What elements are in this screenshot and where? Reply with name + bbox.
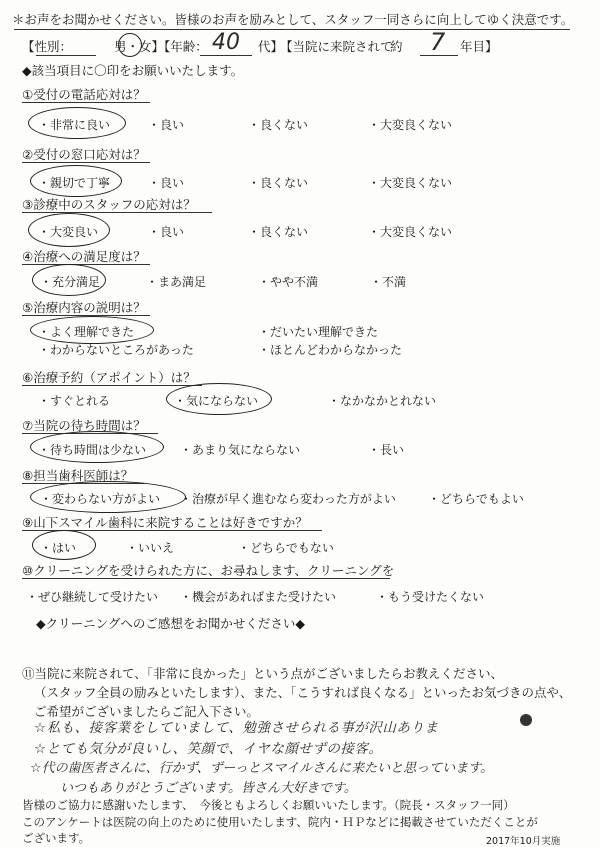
q7-option-1[interactable]: ・待ち時間は少ない [38, 443, 147, 457]
question-9-title: ⑨山下スマイル歯科に来院することは好きですか？ [22, 515, 308, 530]
q4-option-2[interactable]: ・まあ満足 [146, 275, 207, 289]
q2-option-1[interactable]: ・親切で丁寧 [38, 176, 111, 190]
q4-option-4[interactable]: ・不満 [370, 275, 407, 289]
q1-selected-circle [28, 107, 126, 139]
intro-underline [14, 29, 570, 30]
gender-label: 【性別： [22, 39, 73, 54]
q2-option-4[interactable]: ・大変良くない [368, 176, 453, 190]
q11-line-2: （スタッフ全員の励みといたします）、また、「こうすれば良くなる」といったお気づきの点や、 [34, 685, 572, 700]
age-label: 【年齢： [164, 39, 208, 54]
q8-option-1[interactable]: ・変わらない方がよい [40, 492, 161, 506]
age-unit: 代】 [258, 39, 284, 54]
q11-line-3: ご希望がございましたらご記入下さい。 [34, 704, 260, 719]
footer-note-2: ございます。 [22, 831, 91, 845]
question-6-title: ⑥治療予約（アポイント）は？ [22, 370, 196, 385]
question-5-title: ⑤治療内容の説明は？ [22, 300, 146, 315]
question-4-title: ④治療への満足度は？ [22, 249, 146, 264]
q2-underline [22, 162, 150, 163]
gender-underline [36, 55, 96, 56]
visit-value[interactable]: 7 [430, 28, 446, 56]
question-1-title: ①受付の電話応対は？ [22, 87, 146, 102]
q1-option-1[interactable]: ・非常に良い [38, 118, 111, 132]
q5-option-3[interactable]: ・わからないところがあった [38, 343, 194, 357]
q3-option-2[interactable]: ・良い [148, 225, 185, 239]
q6-selected-circle [166, 383, 272, 415]
q6-underline [22, 385, 202, 386]
q1-option-2[interactable]: ・良い [148, 118, 185, 132]
q6-option-3[interactable]: ・なかなかとれない [328, 394, 437, 408]
visit-approx: 約 [390, 39, 403, 54]
q5-selected-circle [30, 316, 154, 344]
q2-option-3[interactable]: ・良くない [248, 176, 309, 190]
q3-option-3[interactable]: ・良くない [248, 225, 309, 239]
q2-selected-circle [30, 165, 122, 197]
cleaning-comment-heading: ◆クリーニングへのご感想をお聞かせください◆ [36, 616, 305, 631]
q4-option-3[interactable]: ・やや不満 [258, 275, 319, 289]
q9-selected-circle [32, 530, 96, 560]
q10-option-2[interactable]: ・機会があればまた受けたい [180, 590, 337, 604]
q8-option-2[interactable]: ・治療が早く進むなら変わった方がよい [180, 492, 396, 506]
q1-option-3[interactable]: ・良くない [248, 118, 309, 132]
q5-option-1[interactable]: ・よく理解できた [38, 325, 135, 339]
q7-selected-circle [30, 431, 164, 463]
q3-selected-circle [28, 213, 110, 247]
profile-line [22, 37, 208, 55]
question-10-title: ⑩クリーニングを受けられた方に、お尋ねします、クリーニングを [22, 563, 395, 578]
visit-underline [420, 55, 458, 56]
q1-option-4[interactable]: ・大変良くない [368, 118, 453, 132]
q5-option-4[interactable]: ・ほとんどわからなかった [258, 343, 403, 357]
instruction: ◆該当項目に〇印をお願いいたします。 [22, 63, 244, 78]
q6-option-2[interactable]: ・気にならない [174, 394, 259, 408]
survey-date: 2017年10月実施 [486, 836, 561, 847]
question-8-title: ⑧担当歯科医師は？ [22, 468, 134, 483]
q1-underline [22, 102, 150, 103]
handwritten-line-4[interactable]: いつもありがとうございます。皆さん大好きです。 [60, 781, 357, 796]
q4-selected-circle [32, 264, 106, 296]
handwritten-line-3[interactable]: ☆代の歯医者さんに、行かず、ずーっとスマイルさんに来たいと思っています。 [30, 761, 494, 776]
q10-option-3[interactable]: ・もう受けたくない [376, 590, 485, 604]
gender-female[interactable]: 女 [139, 39, 152, 54]
q3-option-1[interactable]: ・大変良い [38, 225, 99, 239]
q8-option-3[interactable]: ・どちらでもよい [428, 492, 524, 506]
q3-option-4[interactable]: ・大変良くない [368, 225, 453, 239]
q10-underline [22, 578, 390, 579]
q3-underline [22, 212, 212, 213]
gender-close: 】 [151, 39, 165, 54]
question-2-title: ②受付の窓口応対は？ [22, 147, 146, 162]
question-7-title: ⑦当院の待ち時間は？ [22, 418, 146, 433]
q7-option-3[interactable]: ・長い [368, 443, 405, 457]
age-value[interactable]: 40 [212, 30, 240, 55]
visit-unit: 年目】 [460, 39, 498, 54]
q2-option-2[interactable]: ・良い [148, 176, 185, 190]
q10-option-1[interactable]: ・ぜひ継続して受けたい [26, 590, 159, 604]
visit-label: 【当院に来院されて [280, 39, 393, 54]
q9-option-1[interactable]: ・はい [40, 541, 77, 555]
scribble-mark [520, 714, 532, 726]
q11-line-1: ⑪当院に来院されて、「非常に良かった」という点がございましたらお教えください、 [22, 666, 504, 681]
handwritten-line-2[interactable]: ☆とても気分が良いし、笑顔で、イヤな顔せずの接客。 [34, 741, 383, 757]
q9-option-3[interactable]: ・どちらでもない [238, 541, 334, 555]
female-circle [118, 33, 142, 57]
question-3-title: ③診療中のスタッフの応対は？ [22, 197, 196, 212]
q5-option-2[interactable]: ・だいたい理解できた [258, 325, 379, 339]
gender-dot: ・ [126, 39, 140, 54]
handwritten-line-1[interactable]: ☆私も、接客業をしていまして、勉強させられる事が沢山ありま [34, 720, 439, 736]
footer-thanks: 皆様のご協力に感謝いたします、 今後ともよろしくお願いいたします。（院長・スタッフ一同） [22, 798, 515, 812]
gender-male[interactable]: 男 [113, 39, 127, 54]
q8-selected-circle [30, 481, 186, 513]
q7-option-2[interactable]: ・あまり気にならない [180, 443, 301, 457]
survey-intro: ＊お声をお聞かせください。皆様のお声を励みとして、スタッフ一同さらに向上してゆく決意です。 [12, 12, 574, 27]
footer-note-1: このアンケートは医院の向上のために使用いたします、院内・ＨＰなどに掲載させていただくことが [22, 815, 538, 829]
age-underline [200, 55, 252, 56]
q6-option-1[interactable]: ・すぐとれる [38, 394, 111, 408]
q9-option-2[interactable]: ・いいえ [126, 541, 175, 555]
q4-option-1[interactable]: ・充分満足 [40, 275, 101, 289]
